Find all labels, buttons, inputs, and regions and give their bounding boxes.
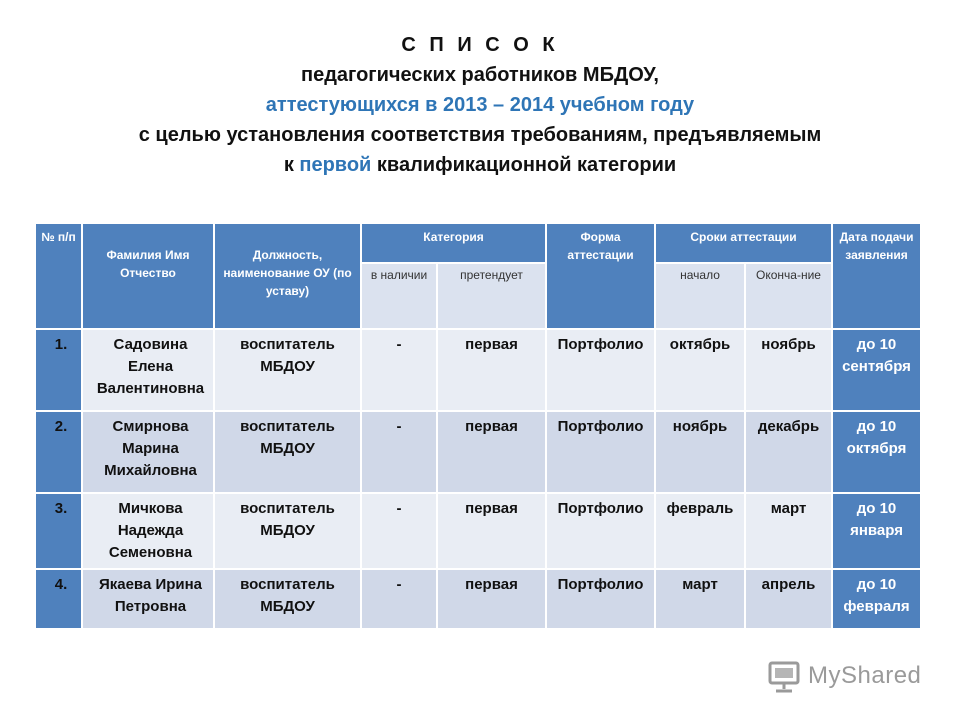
- watermark-logo[interactable]: [766, 656, 921, 696]
- header-terms-end: Оконча-ние: [745, 263, 832, 329]
- row-start: март: [655, 569, 745, 629]
- attestation-table: [34, 222, 922, 630]
- header-num: № п/п: [35, 223, 82, 329]
- watermark-text: MyShared: [808, 662, 922, 689]
- title-line-1: С П И С О К: [401, 34, 559, 56]
- row-position: воспитатель МБДОУ: [214, 569, 361, 629]
- row-have: -: [361, 329, 437, 411]
- table-row: [35, 329, 921, 411]
- row-position: воспитатель МБДОУ: [214, 411, 361, 493]
- title-line-3: аттестующихся в 2013 – 2014 учебном году: [265, 94, 695, 116]
- header-category-have: в наличии: [361, 263, 437, 329]
- header-category-claim: претендует: [437, 263, 546, 329]
- row-have: -: [361, 493, 437, 569]
- row-date: до 10 января: [832, 493, 921, 569]
- header-terms-start: начало: [655, 263, 745, 329]
- row-end: апрель: [745, 569, 832, 629]
- row-name: Садовина Елена Валентиновна: [82, 329, 214, 411]
- row-form: Портфолио: [546, 493, 655, 569]
- row-form: Портфолио: [546, 329, 655, 411]
- row-date: до 10 сентября: [832, 329, 921, 411]
- title-block: [0, 30, 960, 180]
- title-line-5: [0, 150, 960, 180]
- row-date: до 10 февраля: [832, 569, 921, 629]
- row-claim: первая: [437, 329, 546, 411]
- row-claim: первая: [437, 411, 546, 493]
- row-have: -: [361, 569, 437, 629]
- title-line-4: с целью установления соответствия требованиям, предъявляемым: [138, 124, 822, 146]
- title-line-5-highlight: первой: [299, 154, 372, 176]
- table-row: [35, 493, 921, 569]
- row-start: октябрь: [655, 329, 745, 411]
- header-name: Фамилия Имя Отчество: [82, 223, 214, 329]
- row-position: воспитатель МБДОУ: [214, 493, 361, 569]
- row-end: март: [745, 493, 832, 569]
- row-num: 1.: [35, 329, 82, 411]
- row-form: Портфолио: [546, 411, 655, 493]
- header-date: Дата подачи заявления: [832, 223, 921, 329]
- row-name: Мичкова Надежда Семеновна: [82, 493, 214, 569]
- row-end: ноябрь: [745, 329, 832, 411]
- row-num: 2.: [35, 411, 82, 493]
- header-terms: Сроки аттестации: [655, 223, 832, 263]
- row-date: до 10 октября: [832, 411, 921, 493]
- table-row: [35, 569, 921, 629]
- header-category: Категория: [361, 223, 546, 263]
- header-form: Форма аттестации: [546, 223, 655, 329]
- header-position: Должность, наименование ОУ (по уставу): [214, 223, 361, 329]
- title-line-2: педагогических работников МБДОУ,: [301, 64, 659, 86]
- row-have: -: [361, 411, 437, 493]
- table-row: [35, 411, 921, 493]
- row-claim: первая: [437, 569, 546, 629]
- row-name: Якаева Ирина Петровна: [82, 569, 214, 629]
- row-start: ноябрь: [655, 411, 745, 493]
- title-line-5-post: квалификационной категории: [371, 154, 677, 176]
- row-form: Портфолио: [546, 569, 655, 629]
- row-position: воспитатель МБДОУ: [214, 329, 361, 411]
- title-line-5-pre: к: [283, 154, 300, 176]
- row-end: декабрь: [745, 411, 832, 493]
- row-name: Смирнова Марина Михайловна: [82, 411, 214, 493]
- row-num: 3.: [35, 493, 82, 569]
- presentation-icon: [766, 658, 802, 694]
- row-claim: первая: [437, 493, 546, 569]
- row-num: 4.: [35, 569, 82, 629]
- row-start: февраль: [655, 493, 745, 569]
